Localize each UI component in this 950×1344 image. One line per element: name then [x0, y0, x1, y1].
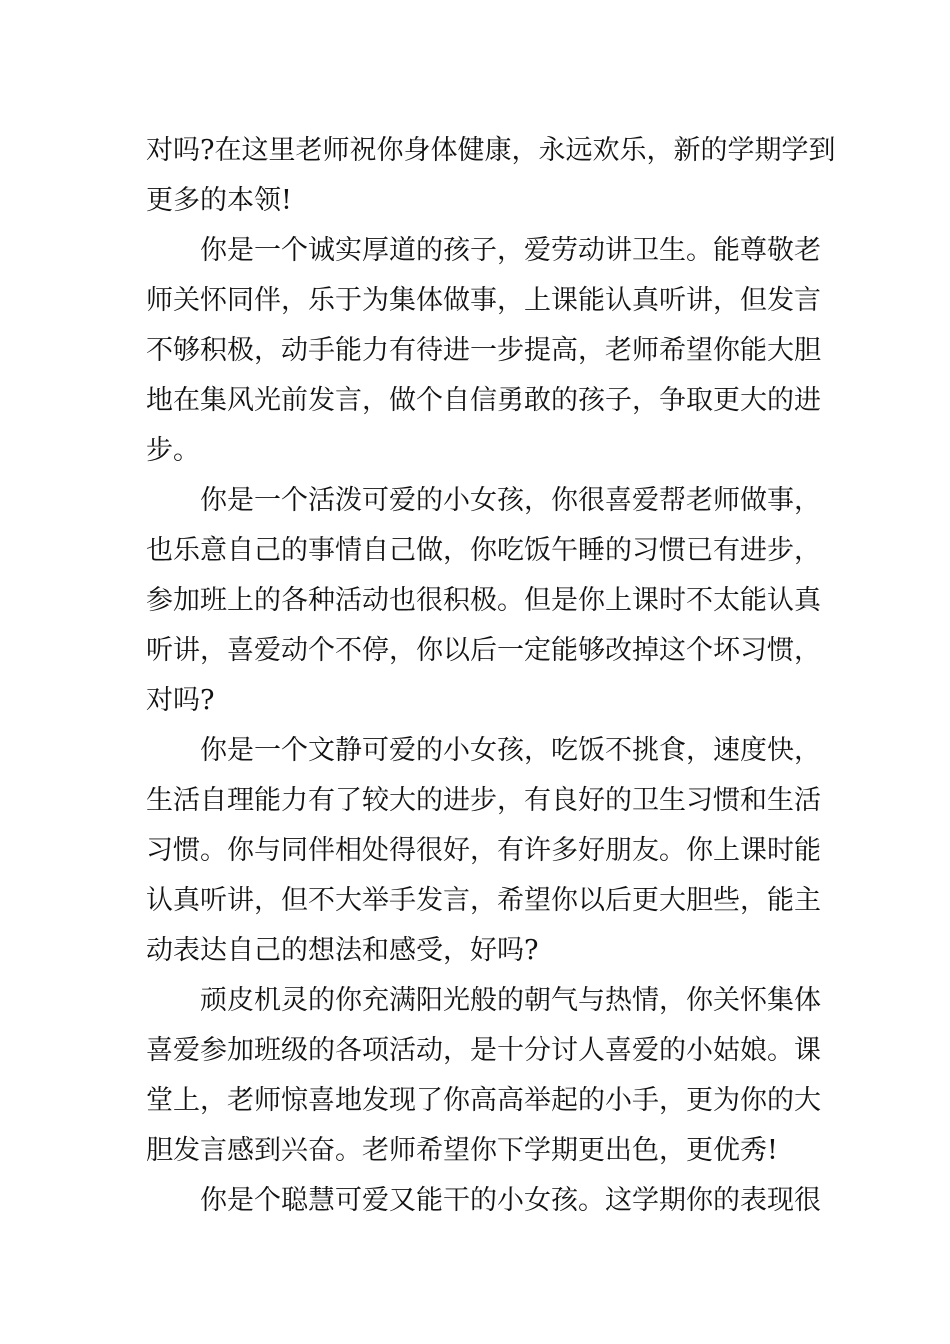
text-line: 你是一个活泼可爱的小女孩，你很喜爱帮老师做事，: [200, 485, 821, 516]
text-line: 认真听讲，但不大举手发言，希望你以后更大胆些，能主: [146, 885, 821, 916]
document-body: [146, 126, 836, 1226]
text-line: 师关怀同伴，乐于为集体做事，上课能认真听讲，但发言: [146, 285, 821, 316]
paragraph: [146, 1176, 821, 1226]
paragraph: [146, 476, 821, 726]
paragraph: [146, 126, 836, 226]
text-line: 地在集风光前发言，做个自信勇敢的孩子，争取更大的进: [146, 385, 821, 416]
text-line: 顽皮机灵的你充满阳光般的朝气与热情，你关怀集体: [200, 985, 821, 1016]
paragraph: [146, 976, 821, 1176]
text-line: 听讲，喜爱动个不停，你以后一定能够改掉这个坏习惯，: [146, 635, 821, 666]
text-line: 喜爱参加班级的各项活动，是十分讨人喜爱的小姑娘。课: [146, 1035, 821, 1066]
text-line: 参加班上的各种活动也很积极。但是你上课时不太能认真: [146, 585, 821, 616]
paragraph: [146, 226, 821, 476]
paragraph: [146, 726, 821, 976]
text-line: 步。: [146, 435, 200, 466]
text-line: 更多的本领!: [146, 185, 292, 216]
text-line: 堂上，老师惊喜地发现了你高高举起的小手，更为你的大: [146, 1085, 821, 1116]
text-line: 你是个聪慧可爱又能干的小女孩。这学期你的表现很: [200, 1185, 821, 1216]
text-line: 也乐意自己的事情自己做，你吃饭午睡的习惯已有进步，: [146, 535, 821, 566]
text-line: 生活自理能力有了较大的进步，有良好的卫生习惯和生活: [146, 785, 821, 816]
text-line: 胆发言感到兴奋。老师希望你下学期更出色，更优秀!: [146, 1135, 778, 1166]
text-line: 你是一个文静可爱的小女孩，吃饭不挑食，速度快，: [200, 735, 821, 766]
text-line: 你是一个诚实厚道的孩子，爱劳动讲卫生。能尊敬老: [200, 235, 821, 266]
text-line: 习惯。你与同伴相处得很好，有许多好朋友。你上课时能: [146, 835, 821, 866]
text-line: 不够积极，动手能力有待进一步提高，老师希望你能大胆: [146, 335, 821, 366]
text-line: 对吗?在这里老师祝你身体健康，永远欢乐，新的学期学到: [146, 135, 836, 166]
text-line: 动表达自己的想法和感受，好吗?: [146, 935, 539, 966]
text-line: 对吗?: [146, 685, 215, 716]
